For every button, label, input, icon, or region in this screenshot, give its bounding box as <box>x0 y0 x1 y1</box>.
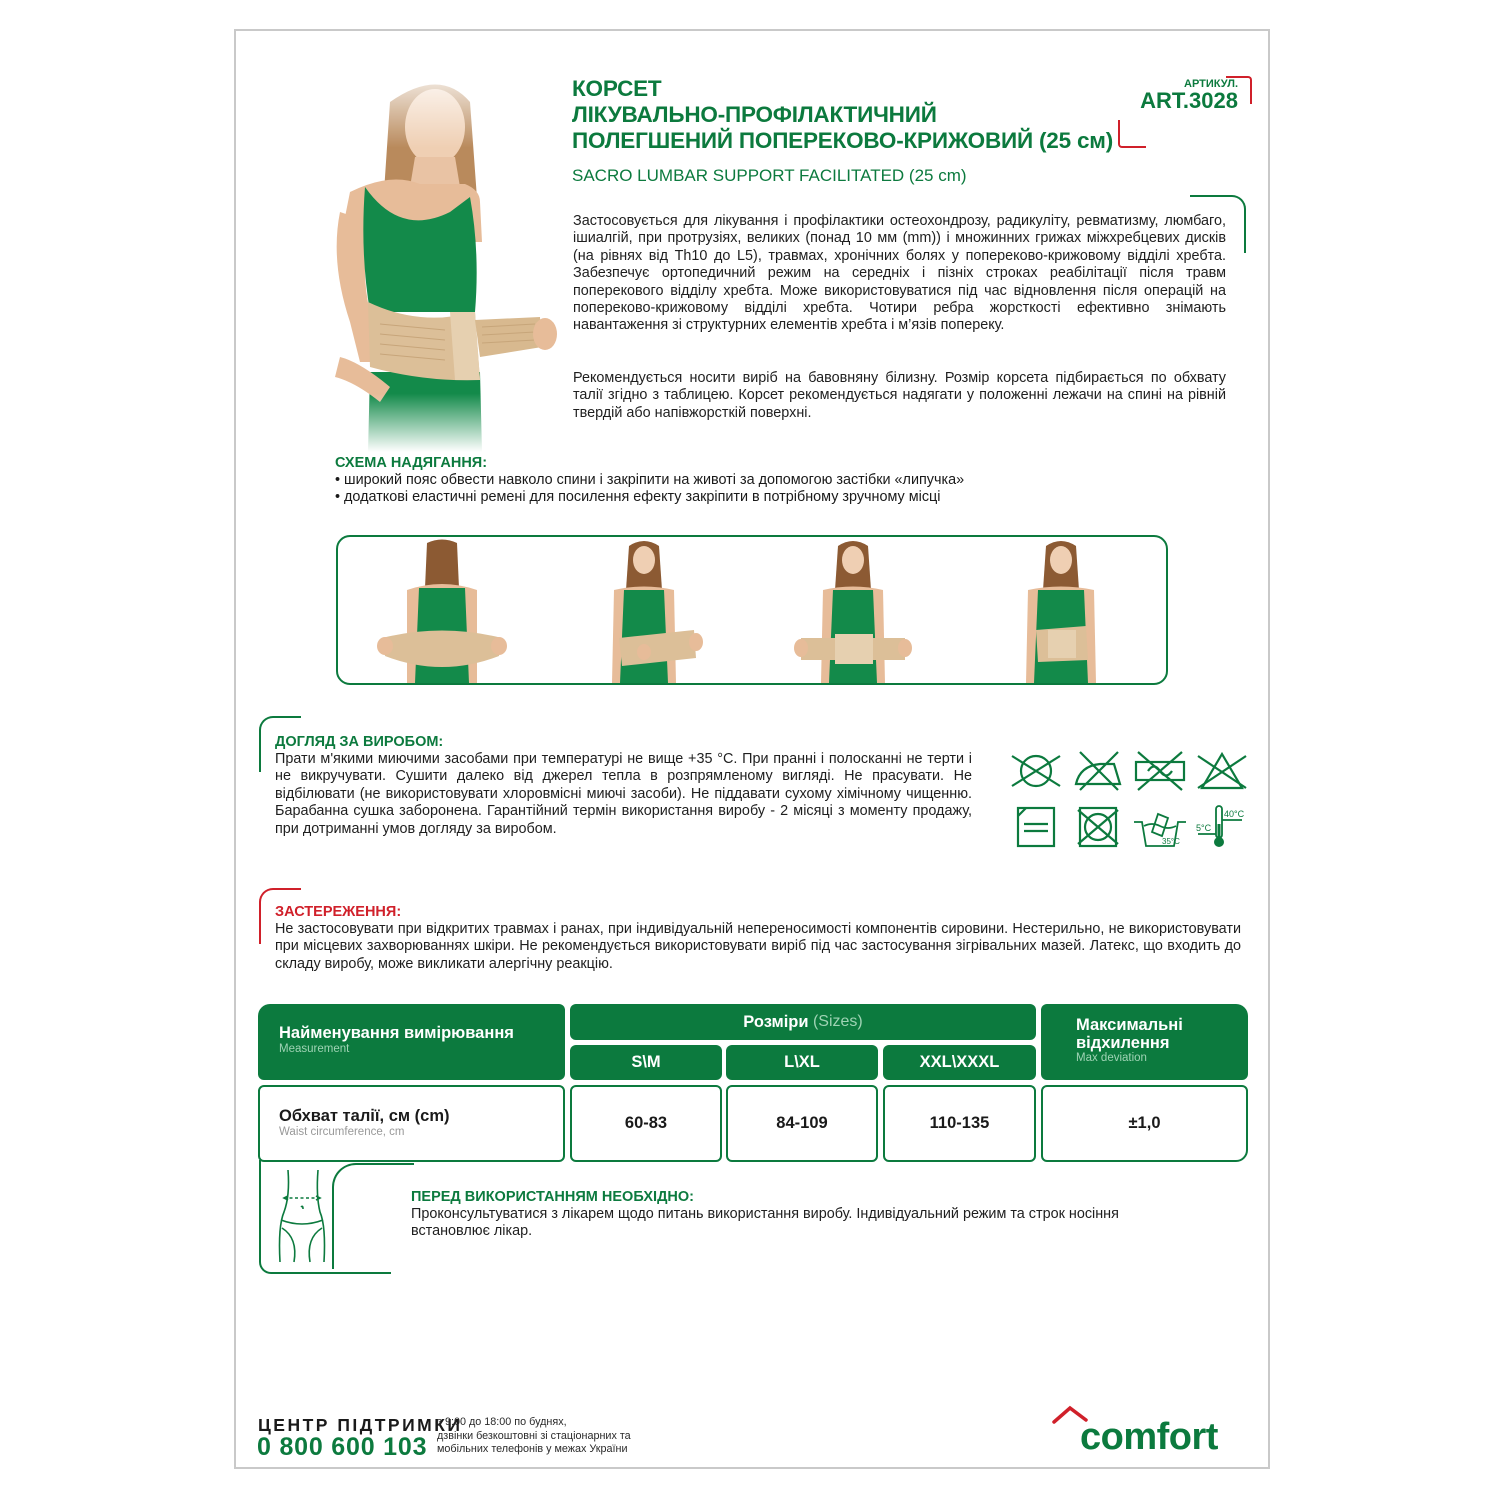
article-number-box <box>1118 76 1252 148</box>
care-section <box>275 734 972 838</box>
support-note-line: з 9:00 до 18:00 по буднях, <box>437 1416 567 1428</box>
care-title: ДОГЛЯД ЗА ВИРОБОМ: <box>275 734 444 750</box>
description-paragraph-1: Застосовується для лікування і профілактики остеохондрозу, радикуліту, ревматизму, люмбаго, ішиалгій, при протрузіях, великих (понад 10 мм (mm)) і множинних грижах міжхребцевих дисків (на рівнях від Th10 до L5), травмах, хронічних болях у попереково-крижовому відділі хребта. Забезпечує ортопедичний режим на середніх і пізніх строках реабілітації після травм поперекового відділу хребта. Може використовуватися під час відновлення після операцій на попереково-крижовому відділі хребта. Чотири ребра жорсткості ефективно знімають навантаження зі структурних елементів хребта і м’язів попереку. <box>573 213 1226 334</box>
article-value: ART.3028 <box>1140 88 1238 113</box>
title-line-1: КОРСЕТ <box>572 76 662 101</box>
warning-title: ЗАСТЕРЕЖЕННЯ: <box>275 904 402 920</box>
product-subtitle-en: SACRO LUMBAR SUPPORT FACILITATED (25 cm) <box>572 166 967 185</box>
support-center-title: ЦЕНТР ПІДТРИМКИ <box>258 1415 463 1435</box>
scheme-title: СХЕМА НАДЯГАННЯ: <box>335 455 488 471</box>
measurement-header-en: Measurement <box>279 1043 350 1055</box>
table-row-label-cell <box>258 1085 565 1162</box>
before-use-text: Проконсультуватися з лікарем щодо питань використання виробу. Індивідуальний режим та строк носіння встановлює лікар. <box>411 1206 1119 1240</box>
article-label: АРТИКУЛ. <box>1184 78 1238 90</box>
size-label: L\XL <box>784 1053 820 1071</box>
sizes-header-en: (Sizes) <box>812 1013 863 1030</box>
waist-measure-icon <box>270 1166 330 1271</box>
before-use-title: ПЕРЕД ВИКОРИСТАННЯМ НЕОБХІДНО: <box>411 1189 694 1205</box>
sizes-header: Розміри <box>743 1012 809 1031</box>
donning-scheme <box>335 455 1095 507</box>
article-bracket-bottom-left <box>1118 120 1146 148</box>
dry-flat-icon <box>1008 804 1064 850</box>
no-bleach-icon <box>1194 748 1250 794</box>
row-label: Обхват талії, см (cm) <box>279 1107 450 1125</box>
hand-wash-35-icon <box>1132 804 1188 850</box>
no-iron-icon <box>1070 748 1126 794</box>
sizes-header-cell <box>570 1004 1036 1040</box>
brand-logo <box>1050 1400 1260 1460</box>
step-3-pull-straps <box>791 538 921 683</box>
support-note-line: дзвінки безкоштовні зі стаціонарних та <box>437 1429 631 1442</box>
svg-text:35°C: 35°C <box>1162 837 1180 846</box>
support-phone-link[interactable]: 0 800 600 103 <box>257 1433 428 1461</box>
step-4-fastened <box>998 538 1128 683</box>
product-title <box>572 76 1132 154</box>
size-label: S\M <box>631 1053 661 1071</box>
svg-text:5°C: 5°C <box>1196 823 1212 833</box>
table-cell-s-m: 60-83 <box>570 1085 722 1162</box>
donning-steps-panel <box>336 535 1168 685</box>
table-cell-xxl-xxxl: 110-135 <box>883 1085 1036 1162</box>
brand-name: comfort <box>1080 1416 1218 1458</box>
care-icons <box>1008 748 1258 853</box>
deviation-header: Максимальні відхилення <box>1076 1016 1183 1052</box>
deviation-header-cell <box>1041 1004 1248 1080</box>
measurement-header: Найменування вимірювання <box>279 1024 514 1042</box>
table-cell-l-xl: 84-109 <box>726 1085 878 1162</box>
size-label: XXL\XXXL <box>919 1053 1000 1071</box>
measurement-header-cell <box>258 1004 565 1080</box>
step-1-back-view <box>377 538 507 683</box>
deviation-header-en: Max deviation <box>1076 1052 1147 1064</box>
svg-text:40°C: 40°C <box>1224 809 1245 819</box>
no-dry-clean-icon <box>1008 748 1064 794</box>
storage-temperature-icon <box>1194 804 1250 850</box>
description-paragraph-2: Рекомендується носити виріб на бавовняну білизну. Розмір корсета підбирається по обхвату талії згідно з таблицею. Корсет рекомендується надягати у положенні лежачи на спині на рівній твердій або напівжорсткій поверхні. <box>573 370 1226 421</box>
size-header-xxl-xxxl <box>883 1045 1036 1080</box>
support-hours-note <box>437 1416 657 1457</box>
row-label-en: Waist circumference, cm <box>279 1126 405 1138</box>
step-2-wrap-front <box>584 538 714 683</box>
size-header-l-xl <box>726 1045 878 1080</box>
scheme-item: • додаткові еластичні ремені для посилення ефекту закріпити в потрібному зручному місці <box>335 489 941 506</box>
title-line-2: ЛІКУВАЛЬНО-ПРОФІЛАКТИЧНИЙ <box>572 102 937 127</box>
no-wring-icon <box>1132 748 1188 794</box>
warning-section <box>275 904 1241 973</box>
support-note-line: мобільних телефонів у межах України <box>437 1443 628 1455</box>
size-header-s-m <box>570 1045 722 1080</box>
no-tumble-dry-icon <box>1070 804 1126 850</box>
table-cell-deviation: ±1,0 <box>1041 1085 1248 1162</box>
scheme-item: • широкий пояс обвести навколо спини і закріпити на животі за допомогою застібки «липучка» <box>335 472 965 488</box>
hero-product-photo <box>330 62 560 452</box>
before-use-bracket <box>332 1163 414 1269</box>
warning-text: Не застосовувати при відкритих травмах і ранах, при індивідуальній непереносимості компонентів сировини. Нестерильно, не використовувати при місцевих захворюваннях шкіри. Не рекомендується використовувати виріб під час застосування зігрівальних мазей. Латекс, що входить до складу виробу, може викликати алергічну реакцію. <box>275 921 1241 972</box>
before-use-section <box>411 1189 1151 1241</box>
care-text: Прати м'якими миючими засобами при температурі не вище +35 °С. При пранні і полосканні не терти і не викручувати. Сушити далеко від джерел тепла в розпрямленому вигляді. Не прасувати. Не відбілювати (не використовувати хлоровмісні миючі засоби). Не піддавати сухому хімічному чищенню. Барабанна сушка заборонена. Гарантійний термін використання виробу - 2 місяці з моменту продажу, при дотриманні умов догляду за виробом. <box>275 751 972 837</box>
title-line-3: ПОЛЕГШЕНИЙ ПОПЕРЕКОВО-КРИЖОВИЙ (25 см) <box>572 128 1114 153</box>
